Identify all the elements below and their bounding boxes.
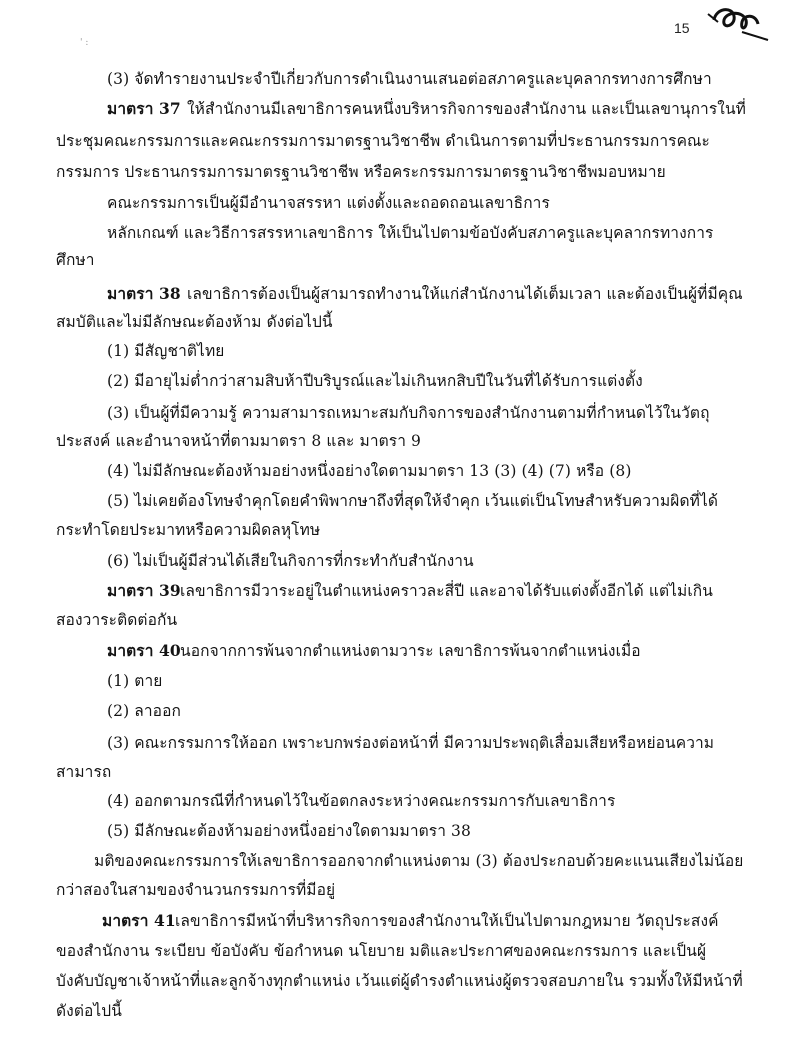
section-41-line: ดังต่อไปนี้ <box>56 1002 122 1020</box>
scan-speck: ' : <box>80 38 89 48</box>
section-41-heading: มาตรา 41 <box>102 911 176 930</box>
section-38-item: (4) ไม่มีลักษณะต้องห้ามอย่างหนึ่งอย่างใดตามมาตรา 13 (3) (4) (7) หรือ (8) <box>107 462 632 480</box>
section-41-line: บังคับบัญชาเจ้าหน้าที่และลูกจ้างทุกตำแหน่ง เว้นแต่ผู้ดำรงตำแหน่งผู้ตรวจสอบภายใน รวมทั้งให้มีหน้าที่ <box>56 972 743 990</box>
section-38-item: (5) ไม่เคยต้องโทษจำคุกโดยคำพิพากษาถึงที่สุดให้จำคุก เว้นแต่เป็นโทษสำหรับความผิดที่ได้ <box>107 492 719 510</box>
section-38-item: (1) มีสัญชาติไทย <box>107 342 225 360</box>
section-40-item: (1) ตาย <box>107 672 163 690</box>
section-38-heading: มาตรา 38 <box>107 284 181 303</box>
section-38-item: (3) เป็นผู้ที่มีความรู้ ความสามารถเหมาะสมกับกิจการของสำนักงานตามที่กำหนดไว้ในวัตถุ <box>107 404 710 422</box>
line-item-3: (3) จัดทำรายงานประจำปีเกี่ยวกับการดำเนินงานเสนอต่อสภาครูและบุคลากรทางการศึกษา <box>107 70 712 88</box>
section-37-line: ศึกษา <box>56 251 95 269</box>
section-39-heading: มาตรา 39 <box>107 581 181 600</box>
section-40-heading: มาตรา 40 <box>107 641 181 660</box>
section-37-line: ให้สำนักงานมีเลขาธิการคนหนึ่งบริหารกิจการของสำนักงาน และเป็นเลขานุการในที่ <box>187 100 746 118</box>
section-38-item: ประสงค์ และอำนาจหน้าที่ตามมาตรา 8 และ มาตรา 9 <box>56 432 422 450</box>
section-37-line: คณะกรรมการเป็นผู้มีอำนาจสรรหา แต่งตั้งและถอดถอนเลขาธิการ <box>107 194 550 212</box>
section-38-line: สมบัติและไม่มีลักษณะต้องห้าม ดังต่อไปนี้ <box>56 313 333 331</box>
section-37-heading: มาตรา 37 <box>107 99 181 118</box>
section-40-item: สามารถ <box>56 763 112 781</box>
section-40-line: มติของคณะกรรมการให้เลขาธิการออกจากตำแหน่งตาม (3) ต้องประกอบด้วยคะแนนเสียงไม่น้อย <box>94 852 744 870</box>
section-40-item: (2) ลาออก <box>107 702 181 720</box>
section-40-item: (3) คณะกรรมการให้ออก เพราะบกพร่องต่อหน้าที่ มีความประพฤติเสื่อมเสียหรือหย่อนความ <box>107 734 715 752</box>
section-38-item: (2) มีอายุไม่ต่ำกว่าสามสิบห้าปีบริบูรณ์และไม่เกินหกสิบปีในวันที่ได้รับการแต่งตั้ง <box>107 372 643 390</box>
section-37-line: หลักเกณฑ์ และวิธีการสรรหาเลขาธิการ ให้เป็นไปตามข้อบังคับสภาครูและบุคลากรทางการ <box>107 224 714 242</box>
section-39-line: สองวาระติดต่อกัน <box>56 611 178 629</box>
handwritten-mark-icon <box>702 0 772 48</box>
section-40-item: (5) มีลักษณะต้องห้ามอย่างหนึ่งอย่างใดตามมาตรา 38 <box>107 822 471 840</box>
section-40-item: (4) ออกตามกรณีที่กำหนดไว้ในข้อตกลงระหว่างคณะกรรมการกับเลขาธิการ <box>107 792 616 810</box>
section-41-line: เลขาธิการมีหน้าที่บริหารกิจการของสำนักงานให้เป็นไปตามกฎหมาย วัตถุประสงค์ <box>175 912 719 930</box>
section-39-line: เลขาธิการมีวาระอยู่ในตำแหน่งคราวละสี่ปี และอาจได้รับแต่งตั้งอีกได้ แต่ไม่เกิน <box>180 582 713 600</box>
section-40-line: กว่าสองในสามของจำนวนกรรมการที่มีอยู่ <box>56 881 336 899</box>
page-number: 15 <box>674 20 690 36</box>
section-38-item: กระทำโดยประมาทหรือความผิดลหุโทษ <box>56 521 321 539</box>
section-41-line: ของสำนักงาน ระเบียบ ข้อบังคับ ข้อกำหนด นโยบาย มติและประกาศของคณะกรรมการ และเป็นผู้ <box>56 942 707 960</box>
section-37-line: ประชุมคณะกรรมการและคณะกรรมการมาตรฐานวิชาชีพ ดำเนินการตามที่ประธานกรรมการคณะ <box>56 132 710 150</box>
section-37-line: กรรมการ ประธานกรรมการมาตรฐานวิชาชีพ หรือคระกรรมการมาตรฐานวิชาชีพมอบหมาย <box>56 163 666 181</box>
section-38-item: (6) ไม่เป็นผู้มีส่วนได้เสียในกิจการที่กระทำกับสำนักงาน <box>107 552 474 570</box>
section-38-line: เลขาธิการต้องเป็นผู้สามารถทำงานให้แก่สำนักงานได้เต็มเวลา และต้องเป็นผู้ที่มีคุณ <box>187 285 743 303</box>
section-40-line: นอกจากการพ้นจากตำแหน่งตามวาระ เลขาธิการพ้นจากตำแหน่งเมื่อ <box>180 642 641 660</box>
